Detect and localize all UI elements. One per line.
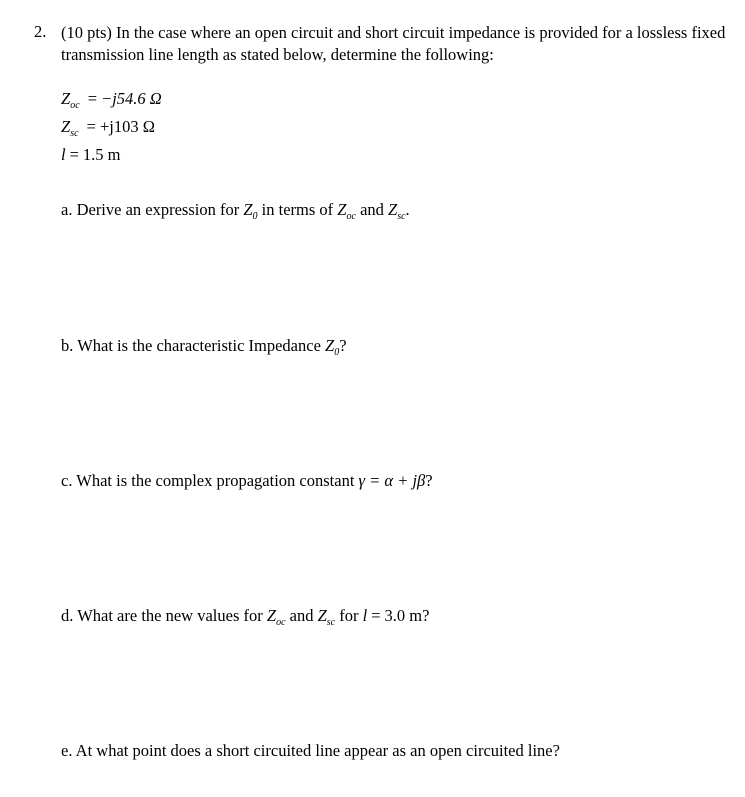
part-d-l: l bbox=[362, 606, 368, 625]
zsc-equals: = bbox=[86, 117, 96, 136]
part-c-end: ? bbox=[425, 471, 433, 490]
part-a-and: and bbox=[360, 200, 384, 219]
part-a-zoc-sub: oc bbox=[346, 211, 356, 222]
part-b-end: ? bbox=[339, 336, 347, 355]
length-symbol: l bbox=[61, 145, 66, 164]
part-c-expression: γ = α + jβ bbox=[358, 471, 426, 490]
part-d-end: ? bbox=[422, 606, 430, 625]
part-d-zsc: Z bbox=[317, 606, 327, 625]
given-zsc bbox=[61, 117, 155, 137]
zsc-value: +j103 Ω bbox=[99, 117, 155, 136]
part-b bbox=[61, 336, 347, 356]
part-c bbox=[61, 471, 433, 491]
question-number: 2. bbox=[34, 22, 47, 41]
length-value: 1.5 m bbox=[82, 145, 121, 164]
part-a-mid: in terms of bbox=[261, 200, 334, 219]
part-a-z0-sub: 0 bbox=[252, 211, 258, 222]
length-equals: = bbox=[69, 145, 79, 164]
given-length bbox=[61, 145, 121, 165]
part-b-prefix: b. What is the characteristic Impedance bbox=[61, 336, 321, 355]
part-a bbox=[61, 200, 410, 220]
part-d-for: for bbox=[339, 606, 359, 625]
part-c-prefix: c. What is the complex propagation constant bbox=[61, 471, 355, 490]
part-d-zoc: Z bbox=[266, 606, 277, 625]
part-d-equals: = bbox=[371, 606, 381, 625]
part-b-z0: Z bbox=[325, 336, 335, 355]
part-d-and: and bbox=[289, 606, 314, 625]
part-d bbox=[61, 606, 429, 626]
question-intro-line-1: (10 pts) In the case where an open circuit and short circuit impedance is provided for a lossless fixed bbox=[61, 23, 726, 42]
zsc-subscript: sc bbox=[70, 128, 79, 139]
zoc-value: −j54.6 Ω bbox=[101, 89, 162, 108]
part-a-prefix: a. Derive an expression for bbox=[61, 200, 240, 219]
part-d-zsc-sub: sc bbox=[326, 617, 336, 628]
part-a-z0: Z bbox=[243, 200, 253, 219]
question-intro-line-2: transmission line length as stated below, determine the following: bbox=[61, 45, 494, 64]
zoc-symbol: Z bbox=[61, 89, 71, 108]
zoc-equals: = bbox=[87, 89, 98, 108]
part-d-prefix: d. What are the new values for bbox=[61, 606, 263, 625]
part-a-zsc-sub: sc bbox=[397, 211, 406, 222]
part-d-zoc-sub: oc bbox=[276, 617, 286, 628]
part-a-end: . bbox=[405, 200, 410, 219]
part-a-zoc: Z bbox=[337, 200, 347, 219]
question-intro bbox=[61, 22, 745, 66]
part-b-z0-sub: 0 bbox=[334, 347, 340, 358]
given-zoc bbox=[61, 89, 162, 109]
part-d-value: 3.0 m bbox=[384, 606, 423, 625]
part-a-zsc: Z bbox=[388, 200, 398, 219]
zsc-symbol: Z bbox=[61, 117, 71, 136]
zoc-subscript: oc bbox=[70, 100, 80, 111]
part-e: e. At what point does a short circuited line appear as an open circuited line? bbox=[61, 741, 560, 760]
